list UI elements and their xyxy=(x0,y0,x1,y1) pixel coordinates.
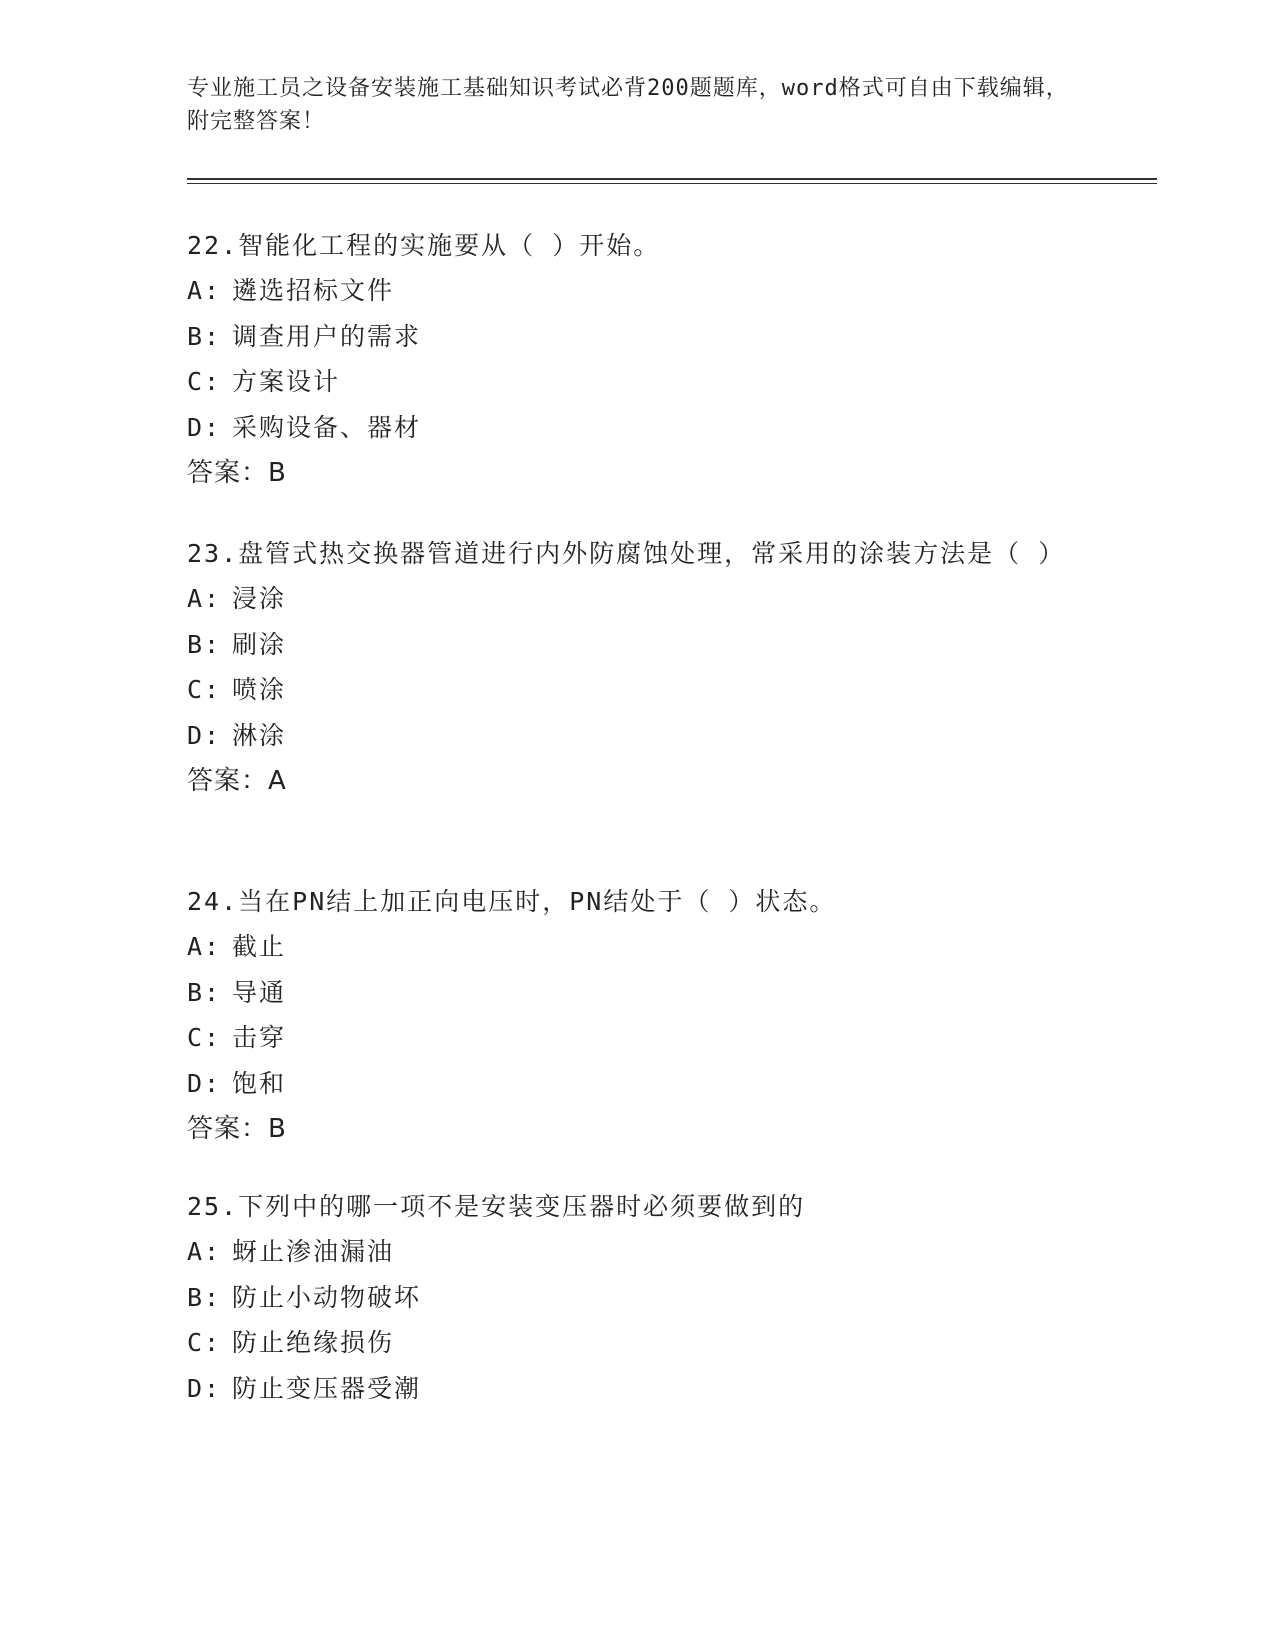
option-letter: C: xyxy=(187,367,222,396)
option-a xyxy=(187,924,1087,970)
option-text: 浸涂 xyxy=(232,584,287,613)
option-letter: B: xyxy=(187,1282,222,1312)
option-b xyxy=(187,970,1087,1016)
option-d xyxy=(187,713,1067,759)
option-letter: A: xyxy=(187,584,222,613)
question-stem: 22.智能化工程的实施要从（ ）开始。 xyxy=(187,231,661,260)
option-letter: C: xyxy=(187,1023,222,1052)
option-text: 蚜止渗油漏油 xyxy=(232,1237,395,1266)
option-text: 采购设备、器材 xyxy=(232,412,422,442)
option-letter: A: xyxy=(187,932,222,961)
option-text: 刷涂 xyxy=(232,629,287,659)
option-c xyxy=(187,359,1087,405)
question-stem: 25.下列中的哪一项不是安装变压器时必须要做到的 xyxy=(187,1192,806,1221)
option-c xyxy=(187,667,1067,713)
option-text: 导通 xyxy=(232,977,287,1007)
option-text: 喷涂 xyxy=(232,675,287,704)
document-header: 专业施工员之设备安装施工基础知识考试必背200题题库，word格式可自由下载编辑，附完整答案！ xyxy=(187,76,1069,134)
option-text: 淋涂 xyxy=(232,720,287,750)
option-text: 截止 xyxy=(232,932,287,961)
option-letter: A: xyxy=(187,276,222,305)
option-text: 击穿 xyxy=(232,1023,287,1052)
option-a xyxy=(187,268,1087,314)
option-text: 调查用户的需求 xyxy=(232,321,422,351)
option-letter: D: xyxy=(187,412,222,442)
option-c xyxy=(187,1320,1087,1366)
option-b xyxy=(187,622,1067,668)
option-letter: C: xyxy=(187,1328,222,1357)
option-text: 防止小动物破坏 xyxy=(232,1282,422,1312)
question-24 xyxy=(187,880,1087,1152)
option-letter: D: xyxy=(187,1373,222,1403)
answer-line: 答案：B xyxy=(187,458,287,488)
option-text: 防止变压器受潮 xyxy=(232,1373,422,1403)
option-d xyxy=(187,1366,1087,1412)
option-d xyxy=(187,1061,1087,1107)
option-b xyxy=(187,314,1087,360)
option-c xyxy=(187,1015,1087,1061)
option-d xyxy=(187,405,1087,451)
option-letter: B: xyxy=(187,977,222,1007)
option-letter: C: xyxy=(187,675,222,704)
option-b xyxy=(187,1275,1087,1321)
option-letter: D: xyxy=(187,720,222,750)
option-text: 方案设计 xyxy=(232,367,341,396)
option-text: 遴选招标文件 xyxy=(232,276,395,305)
question-22 xyxy=(187,224,1087,496)
option-letter: A: xyxy=(187,1237,222,1266)
option-a xyxy=(187,576,1067,622)
option-text: 防止绝缘损伤 xyxy=(232,1328,395,1357)
question-stem: 23.盘管式热交换器管道进行内外防腐蚀处理，常采用的涂装方法是（ ） xyxy=(187,539,1066,568)
question-25 xyxy=(187,1185,1087,1411)
answer-line: 答案：B xyxy=(187,1114,287,1144)
answer-line: 答案：A xyxy=(187,766,287,796)
option-letter: B: xyxy=(187,629,222,659)
option-a xyxy=(187,1229,1087,1275)
header-divider xyxy=(187,178,1157,180)
option-letter: D: xyxy=(187,1068,222,1098)
option-text: 饱和 xyxy=(232,1068,287,1098)
option-letter: B: xyxy=(187,321,222,351)
question-stem: 24.当在PN结上加正向电压时，PN结处于（ ）状态。 xyxy=(187,887,837,916)
header-divider-thin xyxy=(187,183,1157,184)
question-23 xyxy=(187,532,1067,804)
